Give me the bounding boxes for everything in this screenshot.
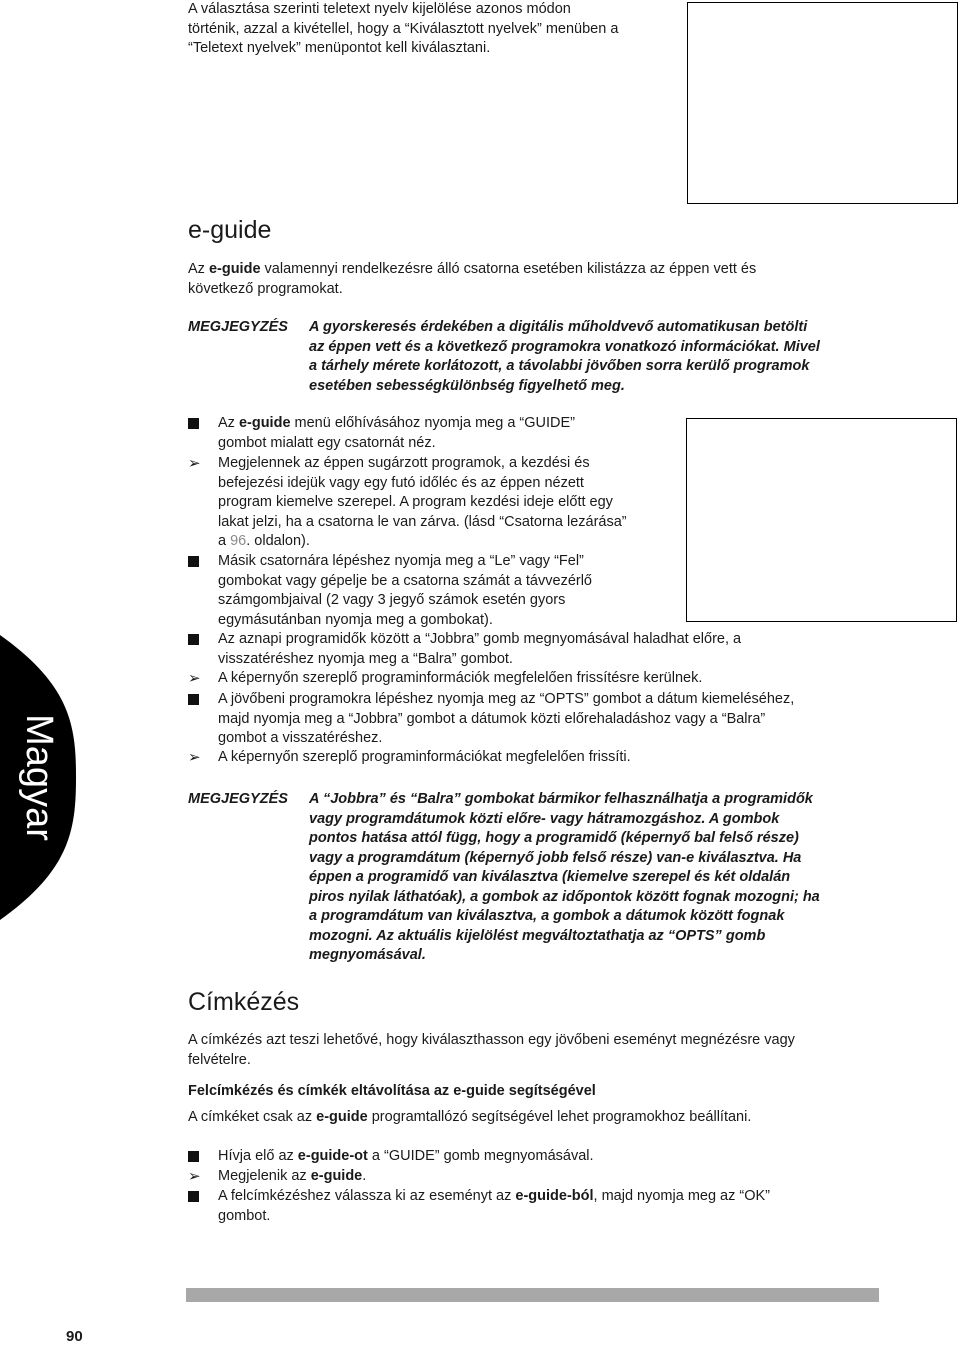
- note-label: MEGJEGYZÉS: [188, 791, 288, 807]
- note-text: A “Jobbra” és “Balra” gombokat bármikor felhasználhatja a programidők vagy programdátumok közti előre- vagy hátramozgáshoz. A gombok pontos hatása attól függ, hogy a programidő (képernyő bal felső része) vagy a programdátum (képernyő jobb felső része) van-e kiválasztva. Ha éppen a programidő van kiválasztva (kiemelve szerepel és két oldalán piros nyilak láthatóak), a gombok az időpontok között fognak mozogni; ha a programdátum van kiválasztva, a gombok a dátumok között fognak mozogni. Az aktuális kijelölést megváltoztathatja az “OPTS” gomb megnyomásával.: [309, 791, 820, 963]
- intro-line: történik, azzal a kivétellel, hogy a “Kiválasztott nyelvek” menüben a: [188, 20, 619, 37]
- note-text: A gyorskeresés érdekében a digitális műholdvevő automatikusan betölti az éppen vett és a következő programokra vonatkozó információkat. Mivel a tárhely mérete korlátozott, a távolabbi jövőben sorra kerülő programok esetében sebességkülönbség figyelhető meg.: [309, 319, 820, 394]
- square-bullet-icon: [188, 694, 199, 705]
- arrow-bullet-icon: ➢: [188, 1168, 201, 1185]
- intro-paragraph: [188, 0, 688, 59]
- language-side-tab: [0, 635, 76, 920]
- square-bullet-icon: [188, 1191, 199, 1202]
- square-bullet-icon: [188, 556, 199, 567]
- footer-bar: [186, 1288, 879, 1302]
- arrow-bullet-icon: ➢: [188, 455, 201, 472]
- screen-image-frame-middle: [686, 418, 957, 622]
- arrow-bullet-icon: ➢: [188, 670, 201, 687]
- section-title-cimkezes: Címkézés: [188, 988, 300, 1016]
- subheading-paragraph: A címkéket csak az e-guide programtallózó segítségével lehet programokhoz beállítani.: [188, 1109, 752, 1125]
- eguide-intro-paragraph: Az e-guide valamennyi rendelkezésre álló csatorna esetében kilistázza az éppen vett és következő programokat.: [188, 261, 757, 297]
- square-bullet-icon: [188, 1151, 199, 1162]
- section-title-eguide: e-guide: [188, 216, 272, 244]
- page-link[interactable]: 96: [230, 533, 247, 549]
- page-number: 90: [66, 1328, 83, 1345]
- cimkezes-paragraph: A címkézés azt teszi lehetővé, hogy kiválaszthasson egy jövőbeni eseményt megnézésre vagy felvételre.: [188, 1032, 795, 1068]
- side-tab-label: Magyar: [17, 714, 60, 841]
- eguide-term: e-guide: [208, 261, 261, 277]
- intro-line: “Teletext nyelvek” menüpontot kell kiválasztani.: [188, 40, 491, 56]
- subheading: Felcímkézés és címkék eltávolítása az e-guide segítségével: [188, 1083, 596, 1099]
- square-bullet-icon: [188, 634, 199, 645]
- screen-image-frame-top: [687, 2, 958, 204]
- intro-line: A választása szerinti teletext nyelv kijelölése azonos módon: [188, 1, 571, 17]
- arrow-bullet-icon: ➢: [188, 749, 201, 766]
- note-label: MEGJEGYZÉS: [188, 319, 288, 335]
- square-bullet-icon: [188, 418, 199, 429]
